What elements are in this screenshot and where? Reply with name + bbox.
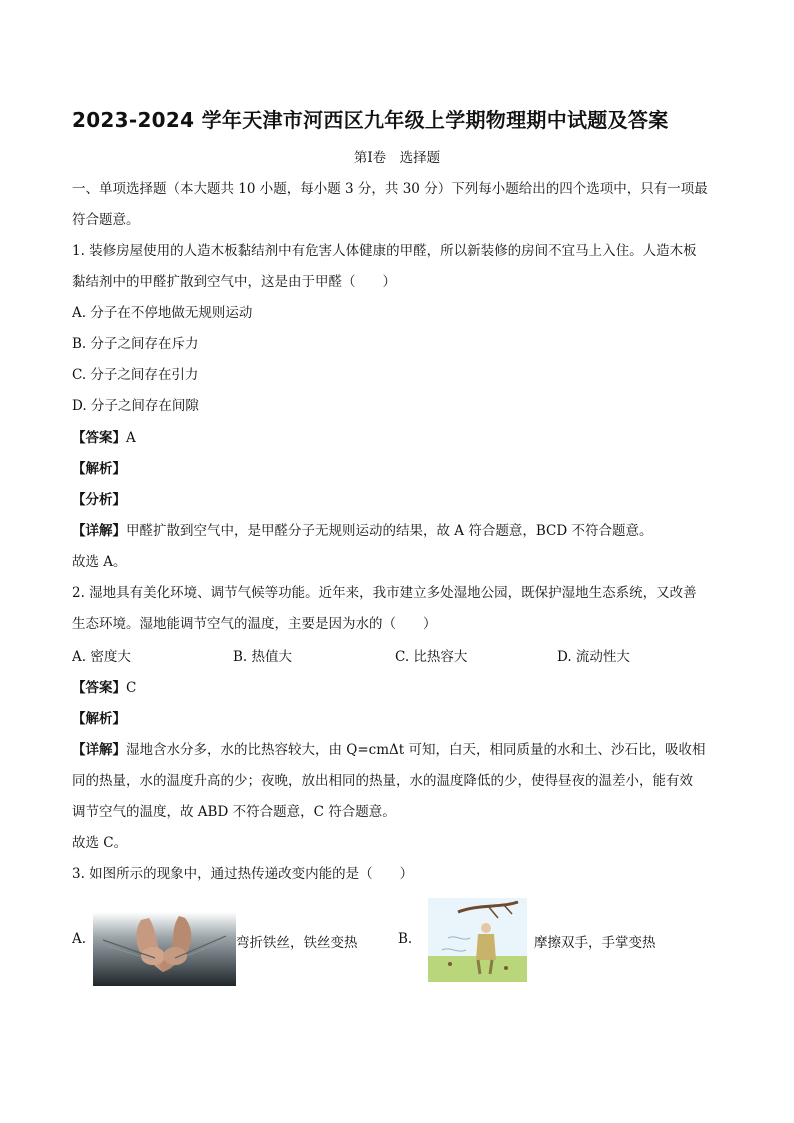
q1-analysis-tag: 【解析】 [72,461,126,477]
answer-tag: 【答案】 [72,680,126,696]
old-man-rubbing-hands-illustration [428,898,527,982]
q1-stem-line-1: 1. 装修房屋使用的人造木板黏结剂中有危害人体健康的甲醛，所以新装修的房间不宜马上入住。人造木板 [72,243,697,259]
q3-option-a-letter: A. [72,931,87,947]
hands-bending-wire-illustration [93,912,236,986]
document-title: 2023-2024 学年天津市河西区九年级上学期物理期中试题及答案 [72,108,669,132]
q2-answer [72,676,136,696]
q2-conclusion: 故选 C。 [72,835,128,851]
answer-value: C [126,680,137,696]
detail-text: 湿地含水分多，水的比热容较大，由 Q=cmΔt 可知，白天，相同质量的水和土、沙石比，吸收相 [126,742,706,758]
q2-option-c: C. 比热容大 [395,649,468,665]
q1-answer [72,426,136,446]
q3-option-b-text: 摩擦双手，手掌变热 [534,935,656,951]
answer-tag: 【答案】 [72,430,126,446]
q2-stem-line-2: 生态环境。湿地能调节空气的温度，主要是因为水的（ ） [72,616,437,632]
detail-tag: 【详解】 [72,742,126,758]
q2-option-b: B. 热值大 [233,649,293,665]
q1-conclusion: 故选 A。 [72,554,127,570]
detail-text: 甲醛扩散到空气中，是甲醛分子无规则运动的结果，故 A 符合题意，BCD 不符合题意。 [126,523,653,539]
q2-option-d: D. 流动性大 [557,649,630,665]
rubbing-hands-image [428,898,527,982]
q3-option-a-text: 弯折铁丝，铁丝变热 [236,935,358,951]
q1-option-d: D. 分子之间存在间隙 [72,398,199,414]
q2-analysis-tag: 【解析】 [72,711,126,727]
bending-wire-image [93,912,236,986]
q3-option-b-letter: B. [398,931,413,947]
instructions-line-1: 一、单项选择题（本大题共 10 小题，每小题 3 分，共 30 分）下列每小题给出的四个选项中，只有一项最 [72,181,708,197]
section-heading: 第Ⅰ卷 选择题 [353,150,441,166]
q2-option-a: A. 密度大 [72,649,131,665]
instructions-line-2: 符合题意。 [72,212,140,228]
q2-detail-line-3: 调节空气的温度，故 ABD 不符合题意，C 符合题意。 [72,804,396,820]
answer-value: A [126,430,136,446]
q1-option-a: A. 分子在不停地做无规则运动 [72,305,253,321]
q2-detail-line-1 [72,738,706,758]
q1-option-c: C. 分子之间存在引力 [72,367,199,383]
q2-options-row [72,645,630,665]
q3-stem: 3. 如图所示的现象中，通过热传递改变内能的是（ ） [72,866,414,882]
q1-fenxi-tag: 【分析】 [72,492,126,508]
q1-option-b: B. 分子之间存在斥力 [72,336,199,352]
q1-detail [72,519,652,539]
detail-tag: 【详解】 [72,523,126,539]
q2-detail-line-2: 同的热量，水的温度升高的少；夜晚，放出相同的热量，水的温度降低的少，使得昼夜的温差小，能有效 [72,773,693,789]
q2-stem-line-1: 2. 湿地具有美化环境、调节气候等功能。近年来，我市建立多处湿地公园，既保护湿地生态系统，又改善 [72,585,697,601]
q1-stem-line-2: 黏结剂中的甲醛扩散到空气中，这是由于甲醛（ ） [72,274,396,290]
